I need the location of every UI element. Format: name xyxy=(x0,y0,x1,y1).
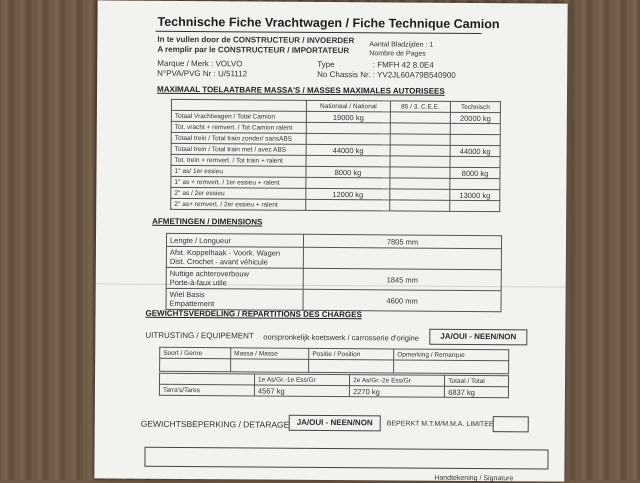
type-line: Type : FMFH 42 8.0E4 xyxy=(317,59,434,70)
col-masse: Massa / Masse xyxy=(231,348,309,360)
cee-value xyxy=(390,145,450,156)
distribution-table xyxy=(159,347,509,374)
masses-col-cee: 85 / 3. C.E.E. xyxy=(390,101,450,112)
brand-line: Marque / Merk : VOLVO xyxy=(157,58,243,69)
cee-value xyxy=(390,112,450,123)
tare-col-axle2: 2e As/Gr.-2e Ess/Gr xyxy=(350,375,445,387)
technical-value xyxy=(450,134,500,145)
equipment-text: oorspronkelijk koetswerk / carrosserie d'origine xyxy=(263,332,420,343)
dim-label: Wiel Basis Empattement xyxy=(166,288,303,310)
technical-value xyxy=(450,123,500,134)
row-label: 2° as+ remvert. / 2er essieu + ralent xyxy=(171,198,306,210)
masses-heading: MAXIMAAL TOELAATBARE MASSA'S / MASSES MAXIMALES AUTORISEES xyxy=(157,84,445,96)
cee-value xyxy=(390,189,450,200)
distribution-heading: GEWICHTSVERDELING / REPARTITIONS DES CHARGES xyxy=(145,308,362,320)
technical-value xyxy=(450,178,500,189)
document-title: Technische Fiche Vrachtwagen / Fiche Technique Camion xyxy=(157,14,500,32)
empty-cell xyxy=(394,360,509,374)
pva-line: N°PVA/PVG Nr : U/51112 xyxy=(157,68,248,79)
table-row xyxy=(166,288,501,311)
row-label: 1° as/ 1er essieu xyxy=(171,165,306,177)
tare-axle1-value: 4567 kg xyxy=(254,385,349,397)
cee-value xyxy=(390,156,450,167)
limitation-limit-box[interactable] xyxy=(493,416,529,432)
dim-label: Lengte / Longueur xyxy=(166,233,303,247)
cee-value xyxy=(390,134,450,145)
national-value xyxy=(306,155,390,167)
pages-label: Aantal Bladzijden : 1 xyxy=(369,41,434,49)
cee-value xyxy=(390,178,450,189)
national-value xyxy=(306,133,390,145)
empty-cell xyxy=(231,359,309,373)
technical-value xyxy=(450,156,500,167)
national-value xyxy=(306,122,390,134)
tare-axle2-value: 2270 kg xyxy=(350,386,445,398)
title-underline xyxy=(155,31,481,34)
table-row xyxy=(171,198,500,211)
cee-value xyxy=(390,200,450,211)
national-value: 12000 kg xyxy=(306,188,390,200)
row-label: Totaal trein / Total train zonder/ sansABS xyxy=(171,132,306,144)
equipment-choice-box[interactable]: JA/OUI - NEEN/NON xyxy=(429,329,527,346)
pages-label-fr: Nombre de Pages xyxy=(369,50,426,58)
tare-label: Tarra's/Tares xyxy=(159,384,254,396)
dim-value: 4600 mm xyxy=(303,289,501,311)
dim-value: 1845 mm xyxy=(303,268,501,290)
row-label: Totaal Vrachtwagen / Total Camion xyxy=(171,110,306,122)
technical-value: 8000 kg xyxy=(450,167,500,178)
national-value: 44000 kg xyxy=(306,144,390,156)
dim-value: 7805 mm xyxy=(303,234,501,248)
technical-value xyxy=(450,200,500,211)
table-row xyxy=(160,358,509,373)
equipment-label: UITRUSTING / EQUIPEMENT xyxy=(145,330,254,341)
national-value: 19000 kg xyxy=(306,111,390,123)
dimensions-table xyxy=(166,233,503,312)
masses-col-national: Nationaal / National xyxy=(306,100,390,112)
subtitle-nl: In te vullen door de CONSTRUCTEUR / INVOERDER xyxy=(157,34,355,46)
national-value: 8000 kg xyxy=(306,166,390,178)
tare-col-label xyxy=(159,373,254,385)
cee-value xyxy=(390,123,450,134)
row-label: Tot. vracht + remvert. / Tot Camion ralent xyxy=(171,121,306,133)
masses-col-technical: Technisch xyxy=(450,101,500,112)
tare-col-total: Totaal / Total xyxy=(445,375,509,386)
col-remarque: Opmerking / Remarque xyxy=(394,349,509,361)
chassis-line: No Chassis Nr. : YV2JL60A79B540900 xyxy=(317,69,456,80)
limitation-label: GEWICHTSBEPERKING / DETARAGE xyxy=(140,418,290,430)
empty-cell xyxy=(309,359,394,373)
national-value xyxy=(306,177,390,189)
limitation-choice-box[interactable]: JA/OUI - NEEN/NON xyxy=(289,415,381,432)
col-position: Positie / Position xyxy=(309,348,394,360)
signature-label: Handtekening / Signature xyxy=(434,474,514,483)
dimensions-heading: AFMETINGEN / DIMENSIONS xyxy=(152,216,263,227)
dim-value xyxy=(303,247,501,269)
col-genre: Soort / Genre xyxy=(160,347,231,358)
row-label: Tot. trein + remvert. / Tot train + ralent xyxy=(171,154,306,166)
table-row xyxy=(159,384,508,397)
national-value xyxy=(306,199,390,211)
technical-value: 20000 kg xyxy=(450,112,500,123)
row-label: 2° as / 2er essieu xyxy=(171,187,306,199)
table-row xyxy=(166,246,501,269)
document-sheet xyxy=(94,0,567,481)
tare-table xyxy=(159,373,509,398)
limitation-limit-label: BEPERKT M.T.M/M.M.A. LIMITEE xyxy=(386,420,494,429)
technical-value: 13000 kg xyxy=(450,189,500,200)
empty-cell xyxy=(160,358,231,371)
subtitle-fr: A remplir par le CONSTRUCTEUR / IMPORTATEUR xyxy=(157,44,350,56)
tare-total-value: 6837 kg xyxy=(445,386,509,397)
remarks-box[interactable] xyxy=(144,447,548,470)
row-label: Totaal trein / Total train met / avec ABS xyxy=(171,143,306,155)
row-label: 1° as + remvert. / 1er essieu + ralent xyxy=(171,176,306,188)
cee-value xyxy=(390,167,450,178)
dim-label: Afst. Koppelhaak - Voork. Wagen Dist. Crochet - avant véhicule xyxy=(166,246,303,268)
technical-value: 44000 kg xyxy=(450,145,500,156)
tare-col-axle1: 1e As/Gr.-1e Ess/Gr xyxy=(254,374,349,386)
masses-table xyxy=(170,99,501,212)
table-row xyxy=(166,267,501,290)
dim-label: Nuttige achteroverbouw Porte-à-faux utile xyxy=(166,267,303,289)
